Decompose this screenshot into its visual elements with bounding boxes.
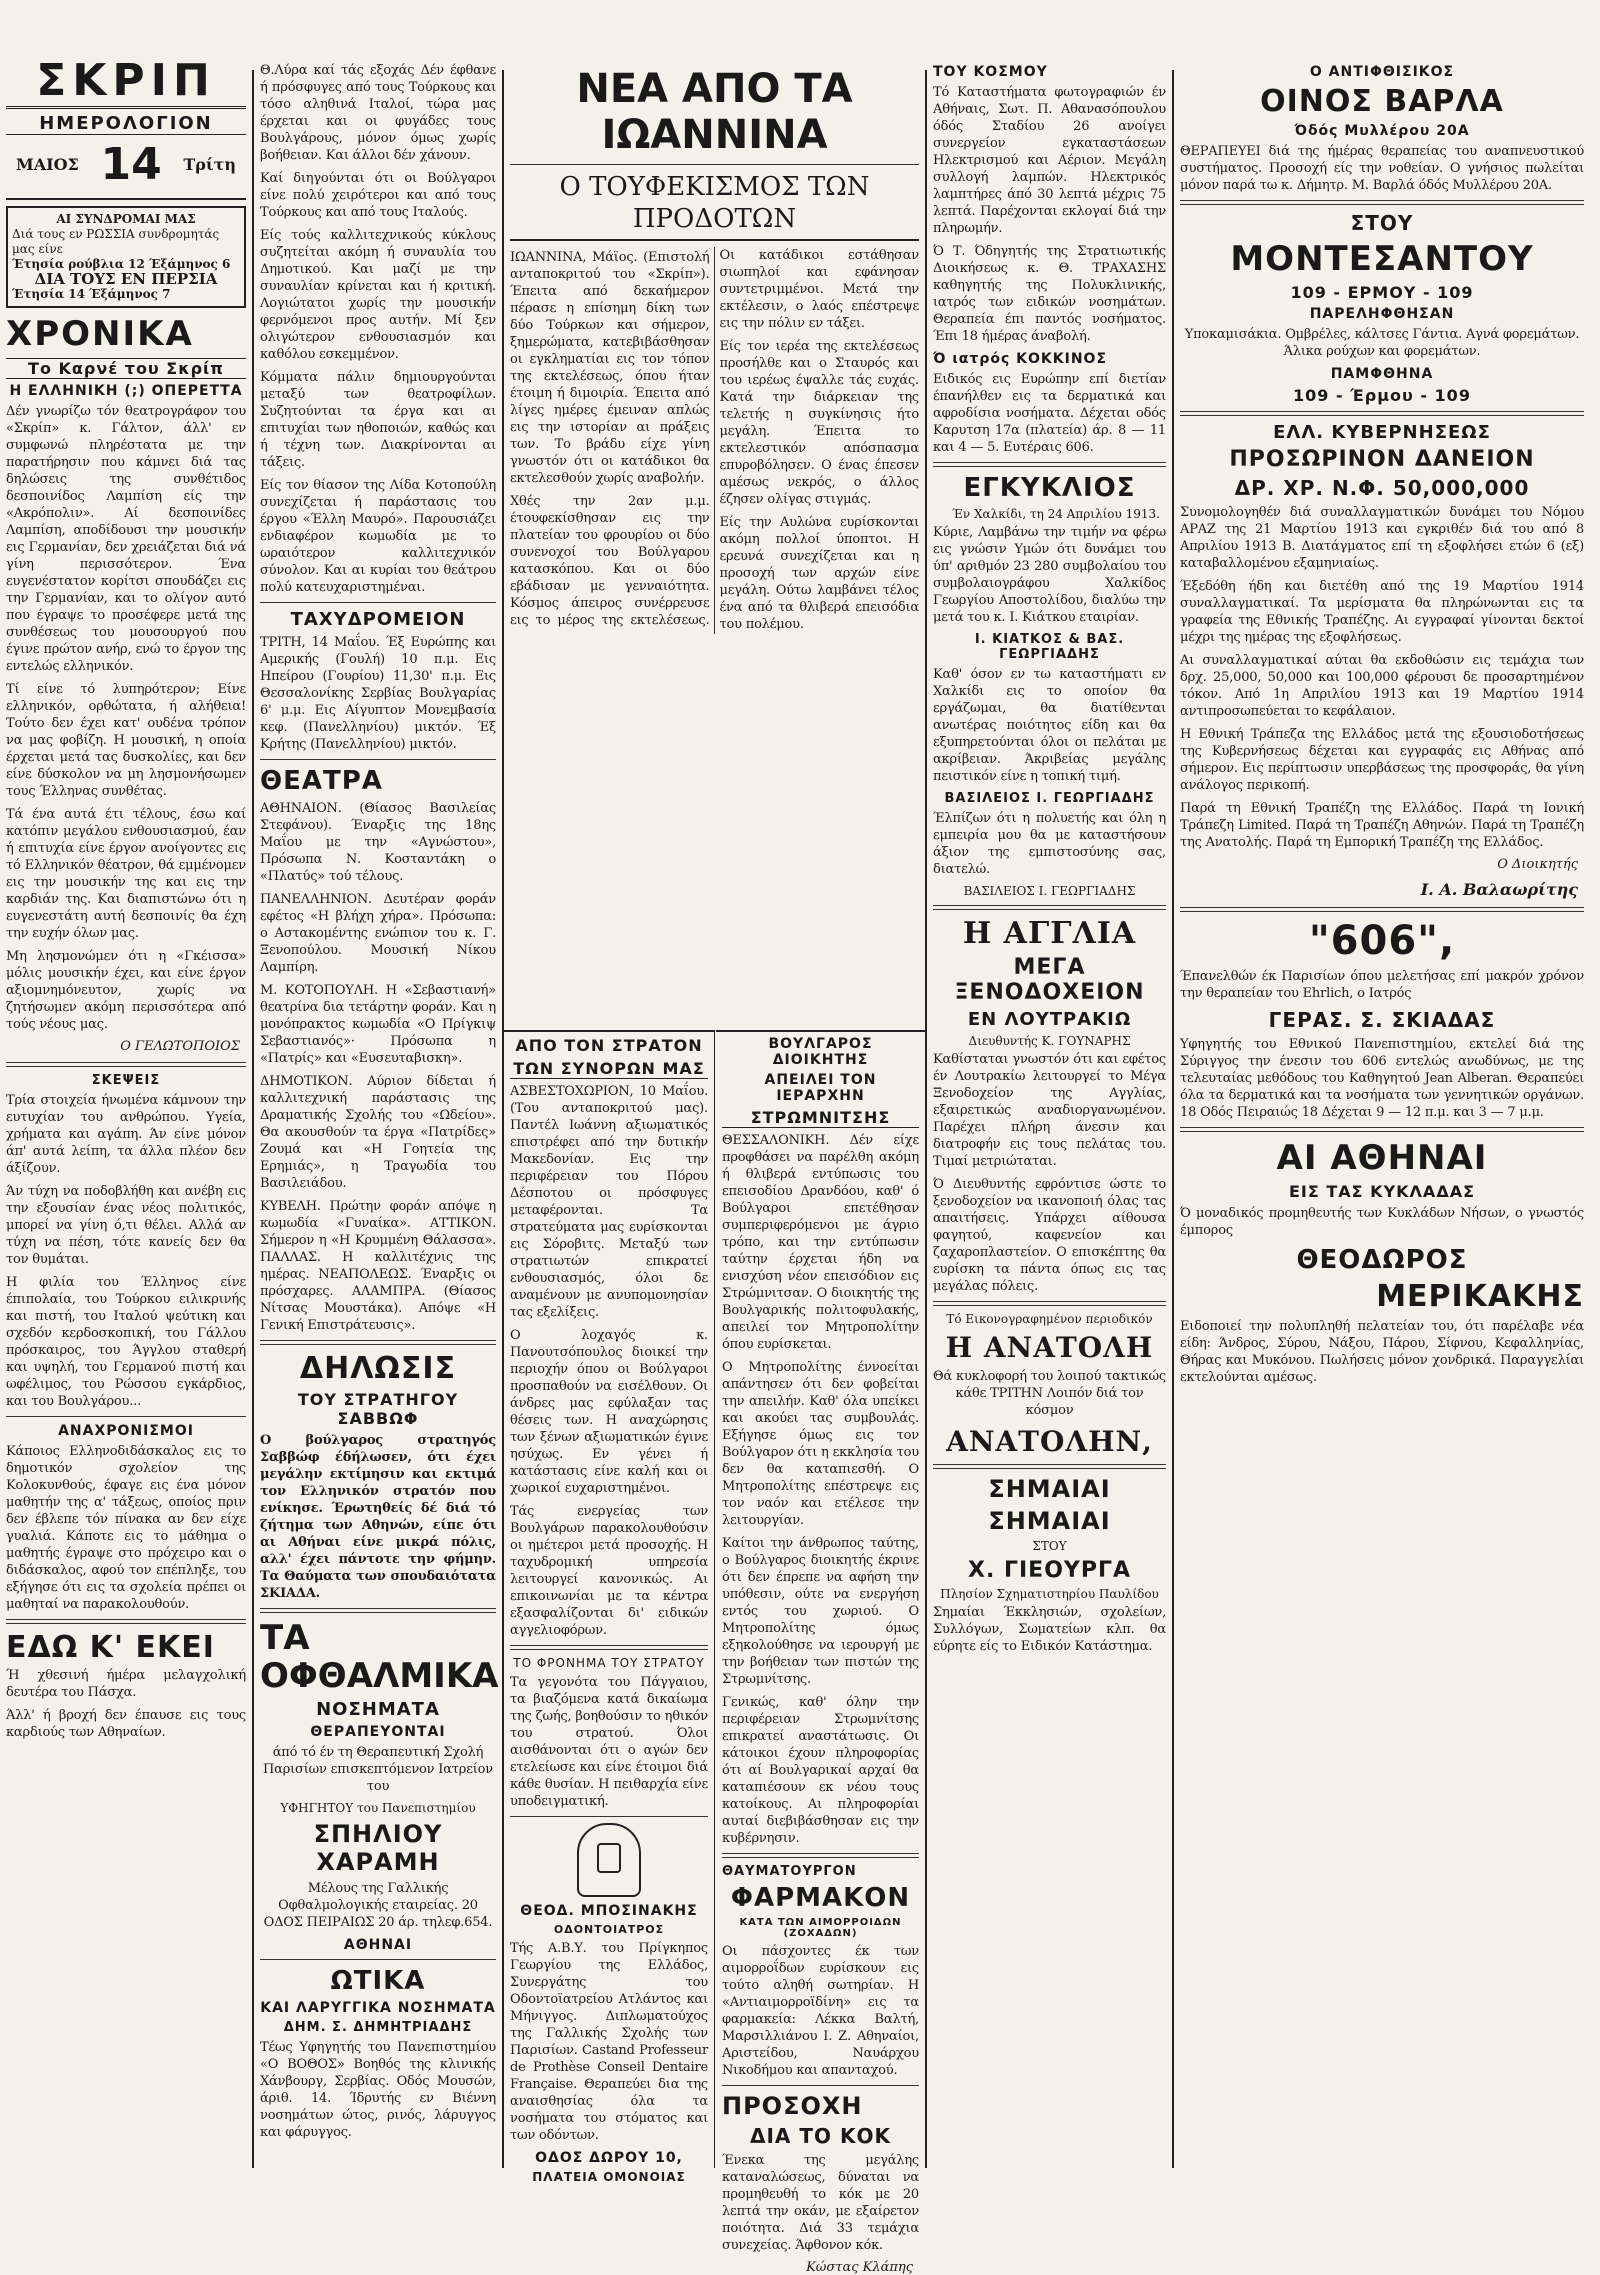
stou-label: ΣΤΟΥ — [1350, 211, 1414, 235]
daneion-text: Αι συναλλαγματικαί αύται θα εκδοθώσιν εις τεμάχια των δρχ. 25,000, 50,000 και 100,000 φέρουσι δε προσαρτημένον τόκον. Από 1η Απριλίου 1913 και 19 Μαρτίου 1914 αντιπροσωπεύεται το κεφάλαιον. — [1180, 653, 1584, 719]
voulgaros-text: Γενικώς, καθ' όλην την περιφέρειαν Στρωμνίτσης επικρατεί αναστάτωσις. Οι κάτοικοι έχουν πληροφορίας ότι αί Βουλγαρικαί αρχαί θα καταπιέσουν εκ νέου τους κατοίκους. Αι πληροφορίαι αυταί διεβιβάσθησαν εις την κυβέρνησιν. — [722, 1695, 919, 1846]
voulgaros-heading: ΣΤΡΩΜΝΙΤΣΗΣ — [722, 1108, 919, 1128]
theatra-text: ΔΗΜΟΤΙΚΟΝ. Αύριον δίδεται ή καλλιτεχνική παράστασις της Δραματικής Σχολής του «Ωδείου». Θα ακουσθούν τα έργα «Πατρίδες» Ζουμά και «Η Γοητεία της Ερημιάς», η Τραγωδία του Βασιλειάδου. — [260, 1074, 496, 1191]
divider — [722, 1853, 919, 1858]
divider — [1180, 907, 1584, 912]
anachronismoi-text: Κάποιος Ελληνοδιδάσκαλος εις το δημοτικόν σχολείον της Κολοκυνθούς, έφαγε εις ένα μόνον μαθητήν της α' τάξεως, οποίος πριν δεν έβλεπε τόν πίνακα αν δεν είχε γυαλιά. Κάποτε εις το μάθημα ο μαθητής έγραψε στο πρόχειρο και ο διδάσκαλος, αφού τον επέπληξε, του εξήγησε ότι εις τα σχολεία πρέπει οι μαθηταί να παρακολουθούν. — [6, 1444, 246, 1612]
anglia-text: Ό Διευθυντής εφρόντισε ώστε το ξενοδοχείον να ικανοποιή όλας τας απαιτήσεις. Υπάρχει αίθουσα φαγητού, καφενείον και ζαχαροπλαστείον. Ο επισκέπτης θα ευρίσκη τα πάντα όπως εις τας μεγάλας πόλεις. — [933, 1177, 1166, 1294]
fronima-heading: ΤΟ ΦΡΟΝΗΜΑ ΤΟΥ ΣΤΡΑΤΟΥ — [513, 1656, 705, 1670]
egkyklios-heading: ΕΓΚΥΚΛΙΟΣ — [963, 473, 1136, 503]
georgiadis-signature: ΒΑΣΙΛΕΙΟΣ Ι. ΓΕΩΡΓΙΑΔΗΣ — [963, 884, 1136, 898]
daneion-text: Η Εθνική Τράπεζα της Ελλάδος μετά της εξουσιοδοτήσεως της Κυβερνήσεως δέχεται και εγγραφάς εις Αθήνας από σήμερον. Εις περίπτωσιν υπερβάσεως της προσφοράς, θα γίνη ανάλογος περικοπή. — [1180, 727, 1584, 793]
dentist-address: ΟΔΟΣ ΔΩΡΟΥ 10, — [535, 2150, 683, 2166]
edo-kekei-text: Ή χθεσινή ήμέρα μελαγχολική δευτέρα του Πάσχα. — [6, 1668, 246, 1700]
skepseis-text: Άν τύχη να ποδοβλήθη και ανέβη εις την εξουσίαν ένας νέος πολιτικός, μπορεί να γίνη ό,τι θέλει. Αλλά αν τύχη να πέση, τότε κανείς δεν θα τον θυμάται. — [6, 1184, 246, 1267]
lead-article — [510, 247, 919, 634]
loan-amount: ΔΡ. ΧΡ. Ν.Φ. 50,000,000 — [1234, 476, 1530, 500]
prosochi-heading: ΠΡΟΣΟΧΗ — [722, 2092, 863, 2120]
kosmou-text: Ό Τ. Όδηγητής της Στρατιωτικής Διοικήσεως κ. Θ. ΤΡΑΧΑΣΗΣ καθηγητής της Πολυκλινικής, ιατρός των ειδικών νοσημάτων. Θεραπεία έπι παντός νοσήματος. Έπι 18 ήμέρας άναβολή. — [933, 244, 1166, 344]
anglia-text: Καθίσταται γνωστόν ότι και εφέτος έν Λουτρακίω λειτουργεί το Μέγα Ξενοδοχείον της Αγγλίας, εξαιρετικώς αναδιοργανωμένον. Παρέχει πλήρη άνεσιν και διατροφήν εις τους πελάτας του. Τιμαί μετριώταται. — [933, 1052, 1166, 1169]
divider — [6, 1619, 246, 1624]
stratos-article — [504, 1030, 714, 2184]
column-2 — [254, 60, 502, 2168]
top-text: Είς τούς καλλιτεχνικούς κύκλους συζητείται ακόμη ή συναυλία του Δημοτικού. Και μαζί με την συναυλίαν κρίνεται και ή κριτική. Λογιώτατοι χωρίς την μουσικήν φερνόμενοι προς αυτήν. Μί ξεν ολιγώτερον ενθουσιασμόν και καθόλου εσκεμμένον. — [260, 228, 496, 362]
xenodoxeion-heading: ΜΕΓΑ ΞΕΝΟΔΟΧΕΙΟΝ — [954, 955, 1145, 1005]
voulgaros-text: ΘΕΣΣΑΛΟΝΙΚΗ. Δέν είχε προφθάσει να παρέλθη ακόμη ή θλιβερά εντύπωσις του επεισοδίου Δρανδόου, καθ' ό Βούλγαροι επετέθησαν συμπεριφερόμενοι με άγριο τρόπο, και την εντύπωσιν ταύτην έρχεται ήδη να ενισχύση νέον επεισόδιον εις Στρώμνιτσαν. Ο διοικητής της Βουλγαρικής πολιτοφυλακής, απειλεί τον Μητροπολίτην όπου ευρίσκεται. — [722, 1133, 919, 1352]
tachydromeion-heading: ΤΑΧΥΔΡΟΜΕΙΟΝ — [290, 609, 466, 630]
montesantou-subheading: ΠΑΡΕΛΗΦΘΗΣΑΝ — [1309, 306, 1455, 322]
divider — [933, 1464, 1166, 1469]
kokkinos-heading: Ό ιατρός ΚΟΚΚΙΝΟΣ — [933, 351, 1108, 367]
skiadas-text: Υφηγητής του Εθνικού Πανεπιστημίου, εκτελεί διά της Σύριγγος την ένεσιν του 606 εντελώς ανωδύνως, με της τελευταίας μεθόδους του Καθηγητού Jean Alberan. Θεραπεύει όλα τα δερματικά και τα νοσήματα των γεννητικών οργάνων. 18 Οδός Πειραιώς 18 Δέχεται 9 — 12 π.μ. και 3 — 7 μ.μ. — [1180, 1037, 1584, 1120]
daneion-text: Συνομολογηθέν διά συναλλαγματικών δυνάμει του Νόμου ΑΡΑΖ της 21 Μαρτίου 1913 και εγκριθέν διά του από 8 Απριλίου 1913 Β. Διατάγματος επί τη εξοφλήσει ετών 6 (εξ) καταβαλλομένου εξαμηνιαίως. — [1180, 505, 1584, 571]
kok-text: Ένεκα της μεγάλης καταναλώσεως, δύναται να προμηθευθή το κόκ με 20 λεπτά την οκάν, με εξαίρετον ποιότητα. Διά 33 τεμάχια συνεχείας. Άφθονον κόκ. — [722, 2153, 919, 2253]
athinai-text: Ό μοναδικός προμηθευτής των Κυκλάδων Νήσων, ο γνωστός έμπορος — [1180, 1206, 1584, 1238]
divider — [260, 602, 496, 603]
kyvernisews-heading: ΕΛΛ. ΚΥΒΕΡΝΗΣΕΩΣ — [1273, 422, 1491, 443]
skepseis-heading: ΣΚΕΨΕΙΣ — [91, 1073, 161, 1088]
anglia-heading: Η ΑΓΓΛΙΑ — [962, 916, 1137, 951]
otika-heading: ΩΤΙΚΑ — [330, 1966, 426, 1996]
ofthalmika-text: άπό τό έν τη Θεραπευτική Σχολή Παρισίων επισκεπτόμενον Ιατρείον του — [263, 1745, 493, 1794]
athinai-heading: ΑΙ ΑΘΗΝΑΙ — [1276, 1138, 1488, 1178]
dentist-text: Τής Α.Β.Υ. του Πρίγκηπος Γεωργίου της Ελλάδος, Συνεργάτης του Οδοντοϊατρείου Ατλάντος και Μήνιγγος. Διπλωματούχος της Γαλλικής Σχολής των Παρισίων. Castand Professeur de Prothèse Conseil Dentaire Française. Θεραπεύει δια της αναισθησίας όλα τα νοσήματα του στόματος και των οδόντων. — [510, 1941, 708, 2143]
kiatkos-heading: Ι. ΚΙΑΤΚΟΣ & ΒΑΣ. ΓΕΩΡΓΙΑΔΗΣ — [974, 632, 1125, 662]
lead-text: Χθές την 2αν μ.μ. έτουφεκίσθησαν εις την πλατείαν του φρουρίου οι δύο συνενοχοί του Βούλγαρου κατασκόπου. Και οι δύο εβάδισαν με γενναιότητα. Κόσμος άπειρος συνέρρευσε εις το μέρος της εκτελέσεως. Οι κατάδικοι εστάθησαν σιωπηλοί και εφάνησαν συντετριμμένοι. Μετά την εκτέλεσιν, ο λαός επέστρεψε εις την πόλιν εν τάξει. — [510, 248, 919, 628]
divider — [933, 462, 1166, 467]
divider — [510, 164, 919, 165]
egkyklios-date: Έν Χαλκίδι, τη 24 Απριλίου 1913. — [952, 507, 1160, 521]
masthead — [6, 56, 246, 200]
divider — [1180, 1127, 1584, 1132]
main-subheadline: Ο ΤΟΥΦΕΚΙΣΜΟΣ ΤΩΝ ΠΡΟΔΟΤΩΝ — [510, 171, 919, 241]
oinos-address: Όδός Μυλλέρου 20Α — [1294, 123, 1470, 139]
kiatkos-text: Καθ' όσον εν τω καταστήματι εν Χαλκίδι εις το οποίον θα εργάζωμαι, θα διατίθενται ανωτέρας ποιότητος είδη και θα εξυπηρετούνται όλοι οι πελάται με ακρίβειαν. Άκριβείας μεγάλης πειστικόν είνε η τοπική τιμή. — [933, 667, 1166, 784]
theatra-text: ΠΑΝΕΛΛΗΝΙΟΝ. Δευτέραν φοράν εφέτος «Η βλήχη χήρα». Πρόσωπα: ο Αστακομέντης ενώπιον του κ. Γ. Ξενοπούλου. Μουσική Νίκου Λαμπίρη. — [260, 892, 496, 975]
dentist-title: ΟΔΟΝΤΟΙΑΤΡΟΣ — [553, 1923, 665, 1936]
otika-subheading: ΚΑΙ ΛΑΡΥΓΓΙΚΑ ΝΟΣΗΜΑΤΑ — [260, 2000, 496, 2016]
dilosis-text: Ο βούλγαρος στρατηγός Σαββώφ έδήλωσεν, ότι έχει μεγάλην εκτίμησιν και εκτιμά τον Ελληνικόν στρατόν που ενίκησε. Έρωτηθείς δέ διά τό ζήτημα των Αθηνών, είπε ότι αι Αθήναι είνε μικρά πόλις, αλλ' έχει πάντοτε την φήμην. Τα Θαύματα των σπουδαιότατα ΣΚΙΑΔΑ. — [260, 1433, 496, 1601]
operetta-text: Μη λησμονώμεν ότι η «Γκέισσα» μόλις μουσικήν έχει, και είνε έργον αξιομνημόνευτον, χωρίς να ζητήσωμεν ακόμη περισσότερα από τούς νέους μας. — [6, 949, 246, 1032]
montesantou-items: Υποκαμισάκια. Ομβρέλες, κάλτσες Γάντια. Αγνά φορεμάτων. Άλικα ρούχων και φορεμάτων. — [1184, 327, 1580, 359]
oinos-heading: ΟΙΝΟΣ ΒΑΡΛΑ — [1260, 84, 1504, 119]
main-headline: ΝΕΑ ΑΠΟ ΤΑ ΙΩΑΝΝΙΝΑ — [576, 66, 853, 158]
kok-heading: ΔΙΑ ΤΟ ΚΟΚ — [750, 2124, 891, 2148]
otika-doctor: ΔΗΜ. Σ. ΔΗΜΗΤΡΙΑΔΗΣ — [283, 2020, 473, 2035]
column-6 — [1174, 60, 1590, 2168]
lead-text: Είς τον ιερέα της εκτελέσεως προσήλθε και ο Σταυρός και του ιερέως έψαλλε τάς ευχάς. Κατά την διάρκειαν της τελετής η συγκίνησις ήτο μεγάλη. Έπειτα το εκτελεστικόν απόσπασμα επυροβόλησεν. Ο ένας έπεσεν αμέσως νεκρός, ο άλλος έζησεν ολίγας στιγμάς. — [719, 339, 919, 507]
subscription-line: Διά τους εν ΡΩΣΣΙΑ συνδρομητάς μας είνε — [12, 227, 220, 256]
therapeuontai-heading: ΘΕΡΑΠΕΥΟΝΤΑΙ — [310, 1724, 446, 1740]
theatra-text: ΑΘΗΝΑΙΟΝ. (Θίασος Βασιλείας Στεφάνου). Έναρξις της 18ης Μαΐου με την «Αγνώστου», Πρόσωπα Ν. Κοσταντάκη ο «Πλατύς» τού τέλους. — [260, 801, 496, 884]
lead-text: ΙΩΑΝΝΙΝΑ, Μάϊος. (Επιστολή ανταποκριτού του «Σκρίπ»). Έπειτα από δεκαήμερον πέρασε η επίσημη δίκη των δύο Τούρκων και σήμερον, ξημερώματα, κατεβιβάσθησαν οι εγκληματίαι εις τον τόπον της εκτελέσεως, όπου ήταν έτοιμη ή διμοιρία. Έπειτα από λίγες ημέρες έμειναν απλώς εις την ιστορίαν αι πράξεις των. Το βράδυ είχε γίνη γνωστόν ότι οι κατάδικοι θα εκτελεσθούν χωρίς αναβολήν. — [510, 250, 710, 486]
loutraki-heading: ΕΝ ΛΟΥΤΡΑΚΙΩ — [967, 1009, 1132, 1030]
date-weekday: Τρίτη — [183, 155, 236, 174]
voulgaros-heading: ΒΟΥΛΓΑΡΟΣ ΔΙΟΙΚΗΤΗΣ — [768, 1036, 873, 1068]
stratos-heading: ΑΠΟ ΤΟΝ ΣΤΡΑΤΟΝ — [515, 1036, 703, 1055]
anatoli-heading: Η ΑΝΑΤΟΛΗ — [945, 1331, 1154, 1364]
georgiadis-heading: ΒΑΣΙΛΕΙΟΣ Ι. ΓΕΩΡΓΙΑΔΗΣ — [944, 791, 1155, 806]
stou-label: ΣΤΟΥ — [1032, 1539, 1067, 1553]
montesantou-heading: ΜΟΝΤΕΣΑΝΤΟΥ — [1230, 239, 1534, 279]
date-month: ΜΑΙΟΣ — [16, 155, 79, 174]
georgiadis-text: Έλπίζων ότι η πολυετής και όλη η εμπειρία μου θα με καταστήσουν άξιον της εμπιστοσύνης σας, διατελώ. — [933, 811, 1166, 877]
merikakis-first: ΘΕΟΔΩΡΟΣ — [1296, 1245, 1468, 1275]
subscription-line: Έτησία ρούβλια 12 Έξάμηνος 6 — [12, 257, 231, 271]
egkyklios-text: Κύριε, Λαμβάνω την τιμήν να φέρω εις γνώσιν Υμών ότι δυνάμει του ύπ' αριθμόν 23 280 συμβολαίου του συμβολαιογράφου Χαλκίδος Γεωργίου Αποστολίδου, διαλύω την μετά του κ. Ι. Κιάτκου εταιρίαν. — [933, 525, 1166, 625]
divider — [933, 1301, 1166, 1306]
date-day: 14 — [100, 139, 162, 190]
divider — [1180, 200, 1584, 205]
operetta-text: Δέν γνωρίζω τόν θεατρογράφον του «Σκρίπ» κ. Γάλτον, άλλ' εν συμφωνώ πληρέστατα με την παρατήρησιν που κάμνει διά τας δηλώσεις της συνθέτιδος δεσποινίδος Λαμπίση είς την «Ακρόπολιν». Αί δεσποινίδες Λαμπίση, αποδίδουσι την μουσικήν εις Γερμανίαν, δεν χρειάζεται διά νά γίνη περισσότερον. Ένα ευγενέστατον κορίτσι σπουδάζει εις την Γερμανίαν, και το ολίγον αυτό που έγραψε το προσέφερε μετά της συνθέσεως του μουσουργού που έγινε πρώτον ανήρ, ενώ το έργον της εντελώς ελληνικόν. — [6, 404, 246, 674]
masthead-subtitle: ΗΜΕΡΟΛΟΓΙΟΝ — [6, 113, 246, 135]
ofthalmika-heading: ΤΑ ΟΦΘΑΛΜΙΚΑ — [260, 1618, 499, 1696]
top-text: Είς τον θίασον της Λίδα Κοτοπούλη συνεχίζεται ή παράστασις του έργου «Έλλη Μαυρό». Παρουσιάζει ενδιαφέρον κωμωδία με το ωραιότερον καλλιτεχνικόν σύνολον. Και αι κυρίαι του θεάτρου πολύ κατευχαριστημέναι. — [260, 478, 496, 595]
montesantou-address: 109 - ΕΡΜΟΥ - 109 — [1290, 283, 1474, 302]
voulgaros-text: Καίτοι την άνθρωπος ταύτης, ο Βούλγαρος διοικητής έκρινε ότι δεν έπρεπε να αφήση την υπόθεσιν, ούτε να ενεργήση εντός του χωριού. Ο Μητροπολίτης όμως εξηκολούθησε να ιερουργή με την βοήθειαν των πιστών της Στρωμνίτσης. — [722, 1536, 919, 1687]
montesantou-pamfina: ΠΑΜΦΘΗΝΑ — [1330, 366, 1434, 382]
column-rule — [714, 1030, 715, 2168]
anachronismoi-heading: ΑΝΑΧΡΟΝΙΣΜΟΙ — [58, 1423, 194, 1439]
operetta-signature: Ο ΓΕΛΩΤΟΠΟΙΟΣ — [120, 1039, 240, 1054]
dilosis-heading: ΔΗΛΩΣΙΣ — [299, 1351, 457, 1386]
farmakon-heading: ΦΑΡΜΑΚΟΝ — [730, 1883, 911, 1913]
operetta-heading: Η ΕΛΛΗΝΙΚΗ (;) ΟΠΕΡΕΤΤΑ — [9, 383, 243, 399]
divider — [1180, 411, 1584, 416]
column-1 — [0, 56, 252, 2168]
doctor-title: ΥΦΗΓΗΤΟΥ του Πανεπιστημίου — [280, 1801, 476, 1815]
divider — [6, 1416, 246, 1417]
kosmou-text: Τό Καταστήματα φωτογραφιών έν Αθήναις, Σωτ. Π. Αθανασόπουλου όδός Σταδίου 26 ανοίγει συνεργείον εγκαταστάσεων Ηλεκτρισμού και Αέριον. Μεγάλη συλλογή λαμπών. Ηλεκτρικός λαμπτήρες άπό 30 λεπτά μέχρις 75 λεπτά. Παρέχονται εκλογαί διά την πληρωμήν. — [933, 85, 1166, 236]
lead-text: Είς την Αυλώνα ευρίσκονται ακόμη πολλοί ύποπτοι. Η ερευνά συνεχίζεται και η προσοχή των αρχών είνε μεγάλη. Ούτω λαμβάνει τέλος ένα από τα θλιβερά επεισόδια του πολέμου. — [719, 515, 919, 632]
subscription-box — [6, 206, 246, 308]
column-5 — [927, 60, 1172, 2168]
giourga-text: Σημαίαι Έκκλησιών, σχολείων, Συλλόγων, Σωματείων κλπ. θα εύρητε είς το Ειδικόν Κατάστημα. — [933, 1605, 1166, 1654]
stratos-text: Ο λοχαγός κ. Πανουτσόπουλος διοικεί την περιοχήν όπου οι Βούλγαροι προσπαθούν να εισέλθουν. Οι άνδρες μας εφύλαξαν τας θέσεις των. Η αναχώρησις των ξένων αξιωματικών έγινε ησύχως. Εν γένει ή κατάστασις είνε καλή και οι χωρικοί ευχαριστημένοι. — [510, 1328, 708, 1496]
athinai-label: ΑΘΗΝΑΙ — [343, 1937, 413, 1953]
skepseis-text: Τρία στοιχεία ήνωμένα κάμνουν την ευτυχίαν του ανθρώπου. Υγεία, χρήματα και αγάπη. Άν είνε μόνον άπ' αυτά λείπη, τα άλλα πλέον δεν άξίζουν. — [6, 1093, 246, 1176]
divider — [6, 1062, 246, 1067]
simaiai-heading-2: ΣΗΜΑΙΑΙ — [988, 1507, 1111, 1535]
prosorinon-heading: ΠΡΟΣΩΡΙΝΟΝ ΔΑΝΕΙΟΝ — [1229, 447, 1535, 472]
giourga-name: Χ. ΓΙΕΟΥΡΓΑ — [967, 1558, 1131, 1583]
n606-text: Έπανελθών έκ Παρισίων όπου μελετήσας επί μακρόν χρόνον την θεραπείαν του Ehrlich, ο Ιατρός — [1180, 969, 1584, 1001]
royal-crest-icon — [577, 1823, 641, 1897]
giourga-subtitle: Πλησίον Σχηματιστηρίου Παυλίδου — [940, 1587, 1159, 1601]
divider — [722, 2085, 919, 2086]
anatoli-text: Τό Εικονογραφημένον περιοδικόν — [946, 1312, 1153, 1326]
edo-kekei-text: Άλλ' ή βροχή δεν έπαυσε εις τους καρδιούς των Αθηναίων. — [6, 1708, 246, 1740]
divider — [510, 1816, 708, 1817]
merikakis-text: Ειδοποιεί την πολυπληθή πελατείαν του, ότι παρέλαβε νέα είδη: Άνδρος, Σύρου, Νάξου, Πάρου, Σίφνου, Κεφαλληνίας, Θήρας και Μυκόνου. Πωλήσεις μόνον χονδρικά. Παραγγελίαι εκτελούνται αμέσως. — [1180, 1319, 1584, 1385]
fronima-text: Τα γεγονότα του Πάγγαιου, τα βιαζόμενα κατά δικαίωμα της ζωής, βοηθούσιν το ηθικόν του στρατού. Όλοι αισθάνονται ότι ο αγών δεν ετελείωσε και είνε έτοιμοι διά κάθε θυσίαν. Η πειθαρχία είνε υποδειγματική. — [510, 1675, 708, 1809]
divider — [260, 1340, 496, 1345]
theatra-text: Μ. ΚΟΤΟΠΟΥΛΗ. Η «Σεβαστιανή» θεατρίνα δια τετάρτην φοράν. Και η μονόπρακτος κωμωδία «Ο Πρίγκιψ Σεβαστιανός»· Πρόσωπα η «Πατρίς» και «Ευσευταβισκη». — [260, 983, 496, 1066]
divider — [260, 1608, 496, 1613]
chronika-heading: ΧΡΟΝΙΚΑ — [6, 314, 194, 354]
subscription-line: Έτησία 14 Έξάμηνος 7 — [12, 287, 171, 301]
theatra-heading: ΘΕΑΤΡΑ — [260, 766, 383, 796]
doctor-name: ΣΠΗΛΙΟΥ ΧΑΡΑΜΗ — [313, 1820, 443, 1876]
farmakon-subheading: ΚΑΤΑ ΤΩΝ ΑΙΜΟΡΡΟΙΔΩΝ (ΖΟΧΑΔΩΝ) — [739, 1917, 902, 1939]
edo-kekei-heading: ΕΔΩ Κ' ΕΚΕΙ — [6, 1630, 215, 1665]
skepseis-text: Η φιλία του Έλληνος είνε έπιπολαία, του Τούρκου ειλικρινής και πιστή, του Ιταλού ψεύτικη και σχεδόν κερδοσκοπική, του Γάλλου πρόσκαιρος, του Άγγλου σταθερή και υψηλή, του Γερμανού πιστή και ωφέλιμος, του Ρώσσου εγκάρδιος, και του Βουλγάρου... — [6, 1275, 246, 1409]
tachydromeion-text: ΤΡΙΤΗ, 14 Μαΐου. Έξ Ευρώπης και Αμερικής (Γουλή) 10 π.μ. Εις Ηπείρου (Γουρίου) 11,30' π.μ. Εις Θεσσαλονίκης Σερβίας Βουλγαρίας 6' μ.μ. Εις Αίγυπτον Μονεμβασία κεφ. (Πανελληνίου) μικτόν. Έξ Κρήτης (Πανελληνίου) μικτόν. — [260, 635, 496, 752]
stratos-heading: ΤΩΝ ΣΥΝΟΡΩΝ ΜΑΣ — [510, 1059, 708, 1079]
divider — [260, 759, 496, 760]
kokkinos-text: Ειδικός εις Ευρώπην επί διετίαν έπανήλθεν εις τα δερματικά και αφροδίσια νοσήματα. Δέχεται οδός Καρυτση 17α (πλατεία) άρ. 8 — 11 και 4 — 5. Ευτέραις 606. — [933, 372, 1166, 455]
masthead-title: ΣΚΡΙΠ — [6, 56, 246, 109]
voulgaros-article — [716, 1030, 925, 2275]
stratos-text: ΑΣΒΕΣΤΟΧΩΡΙΟΝ, 10 Μαΐου. (Του ανταποκριτού μας). Παντέλ Ιωάννη αξιωματικός επιστρέφει από την δυτικήν Μακεδονίαν. Εις την περιφέρειαν του Πόρου Δέσποτου οι πρόσφυγες μεταφέρονται. Τα στρατεύματα μας ευρίσκονται εις Σόροβιτς. Μεταξύ των στρατιωτών επικρατεί ενθουσιασμός, όλοι δε αναμένουν με ανυπομονησίαν τας εξελίξεις. — [510, 1084, 708, 1320]
dilosis-subheading: ΤΟΥ ΣΤΡΑΤΗΓΟΥ ΣΑΒΒΩΦ — [297, 1390, 459, 1428]
oinos-top: Ο ΑΝΤΙΦΘΙΣΙΚΟΣ — [1309, 64, 1455, 80]
dentist-address: ΠΛΑΤΕΙΑ ΟΜΟΝΟΙΑΣ — [532, 2170, 686, 2184]
simaiai-heading: ΣΗΜΑΙΑΙ — [988, 1475, 1111, 1503]
n606-heading: "606", — [1308, 918, 1456, 964]
stratos-text: Τάς ενεργείας των Βουλγάρων παρακολουθούσιν οι ημέτεροι μετά προσοχής. Η ταχυδρομική υπηρεσία λειτουργεί κανονικώς. Αι επικοινωνίαι με τα κέντρα εξασφαλίζονται δι' ειδικών αγγελιοφόρων. — [510, 1504, 708, 1638]
divider — [510, 1645, 708, 1650]
thavmatourgon-heading: ΘΑΥΜΑΤΟΥΡΓΟΝ — [722, 1864, 857, 1879]
oinos-text: ΘΕΡΑΠΕΥΕΙ διά της ήμέρας θεραπείας του αναπνευστικού συστήματος. Προσοχή είς την νοθείαν. Ο γνήσιος πωλείται μόνον παρά τω κ. Δήμητρ. Μ. Βαρλά όδός Μυλλέρου 20Α. — [1180, 144, 1584, 193]
valaoritis-signature: Ι. Α. Βαλαωρίτης — [1420, 880, 1578, 899]
merikakis-last: ΜΕΡΙΚΑΚΗΣ — [1376, 1279, 1584, 1314]
kok-signature: Κώστας Κλάπης — [806, 2260, 913, 2275]
farmakon-text: Οι πάσχοντες έκ των αιμορροΐδων ευρίσκουν εις τούτο αληθή σωτηρίαν. Η «Αντιαιμορροϊδίνη» εις τα φαρμακεία: Λέκκα Βαλτή, Μαρσιλλιάνου Ι. Ζ. Αθηναίοι, Αριστείδου, Ναυάρχου Νικοδήμου και απανταχού. — [722, 1944, 919, 2078]
top-text: Θ.Λύρα καί τάς εξοχάς Δέν έφθανε ή πρόσφυγες από τους Τούρκους και τόσο αληθινά Ιταλοί, τώρα μας έρχεται και οι φυγάδες τους Βουλγάρους, μόνον όμως χωρίς βοήθειαν. Και άλλοι δέν χάνουν. — [260, 63, 496, 163]
operetta-text: Τί είνε τό λυπηρότερον; Είνε ελληνικόν, ορθώτατα, ή αλήθεια! Τούτο δεν έχει κατ' ουδένα τρόπον να μας φοβίζη. Η μουσική, η οποία έρχεται μετά τας δυσκολίες, και δεν είνε δύσκολον να μη λησμονήσωμεν τους Έλληνας συνθέτας. — [6, 682, 246, 799]
theatra-text: ΚΥΒΕΛΗ. Πρώτην φοράν απόψε η κωμωδία «Γυναίκα». ΑΤΤΙΚΟΝ. Σήμερον η «Η Κρυμμένη Θάλασσα». ΠΑΛΛΑΣ. Η καλλιτέχνις της ημέρας. ΝΕΑΠΟΛΕΩΣ. Έναρξις οι πρόσχαρες. ΑΛΑΜΠΡΑ. (Θίασος Νίτσας Μουστάκα). Απόψε «Η Γενική Επιστράτευσις». — [260, 1199, 496, 1333]
daneion-text: Παρά τη Εθνική Τραπέζη της Ελλάδος. Παρά τη Ιονική Τράπεζη Limited. Παρά τη Τραπέζη Αθηνών. Παρά τη Τραπέζη της Ανατολής. Παρά τη Εμπορική Τραπέζη της Ελλάδος. — [1180, 801, 1584, 850]
karne-heading: Το Καρνέ του Σκρίπ — [6, 358, 246, 379]
kosmou-heading: ΤΟΥ ΚΟΣΜΟΥ — [933, 64, 1048, 80]
daneion-text: Έξεδόθη ήδη και διετέθη από της 19 Μαρτίου 1914 συναλλαγματικαί. Τα μερίσματα θα πληρώνωνται εις τα γραφεία της Εθνικής Τραπέζης. Αι εγγραφαί γίνονται δεκτοί μέχρι της ημέρας της εξοφλήσεως. — [1180, 579, 1584, 645]
otika-text: Τέως Υφηγητής του Πανεπιστημίου «Ο ΒΟΘΟΣ» Βοηθός της κλινικής Χάνβουργ, Σερβίας. Οδός Μουσών, άριθ. 14. Ίδρυτής εν Βιέννη νοσημάτων ώτος, ρινός, λάρυγγος και φάρυγγος. — [260, 2040, 496, 2140]
skiadas-name: ΓΕΡΑΣ. Σ. ΣΚΙΑΔΑΣ — [1268, 1008, 1496, 1032]
kyklades-heading: ΕΙΣ ΤΑΣ ΚΥΚΛΑΔΑΣ — [1288, 1182, 1476, 1201]
montesantou-address-2: 109 - Έρμου - 109 — [1293, 386, 1471, 405]
gounaris-label: Διευθυντής Κ. ΓΟΥΝΑΡΗΣ — [968, 1034, 1131, 1048]
divider — [933, 905, 1166, 910]
top-text: Κόμματα πάλιν δημιουργούνται μεταξύ των θεατροφίλων. Συζητούνται τα έργα και αι επιτυχίαι των ηθοποιών, καθώς και ή τέχνη των. Διακρίνονται αι τάξεις. — [260, 370, 496, 470]
voulgaros-text: Ο Μητροπολίτης έννοείται απάντησεν ότι δεν φοβείται την απειλήν. Καθ' όλα υπείκει και ακούει τας συμβουλάς. Εξήγησε όμως εις τον Βούλγαρον ότι η εκκλησία του δεν θα καταπιεσθή. Ο Μητροπολίτης επέστρεψε εις τον ναόν και ετέλεσε την λειτουργίαν. — [722, 1360, 919, 1528]
top-text: Καί διηγούνται ότι οι Βούλγαροι είνε πολύ χειρότεροι και από τους Τούρκους και από τους Ιταλούς. — [260, 171, 496, 220]
date-line — [6, 135, 246, 194]
subscription-line: ΔΙΑ ΤΟΥΣ ΕΝ ΠΕΡΣΙΑ — [34, 270, 218, 288]
doctor-text: Μέλους της Γαλλικής Οφθαλμολογικής εταιρείας. 20 ΟΔΟΣ ΠΕΙΡΑΙΩΣ 20 άρ. τηλεφ.654. — [263, 1881, 493, 1930]
nosimata-heading: ΝΟΣΗΜΑΤΑ — [316, 1699, 440, 1720]
valaoritis-pre: Ο Διοικητής — [1497, 857, 1578, 872]
divider — [260, 1959, 496, 1960]
operetta-text: Τά ένα αυτά έτι τέλους, έσω καί κατόπιν μεγάλου ενθουσιασμού, έαν ή επιτυχία είνε έργον ανοίγοντες εις τό Ελληνικόν θέατρον, θά εμμένομεν εις την μουσικήν της και εις την καρδιάν της. Και διαπιστώνω ότι η ευγενεστάτη αυτή δεσποινίς θα έχη την ευχήν όλων μας. — [6, 807, 246, 941]
subscription-title: ΑΙ ΣΥΝΔΡΟΜΑΙ ΜΑΣ — [56, 212, 196, 226]
voulgaros-heading: ΑΠΕΙΛΕΙ ΤΟΝ ΙΕΡΑΡΧΗΝ — [764, 1072, 877, 1104]
anatoli-heading-2: ΑΝΑΤΟΛΗΝ, — [946, 1425, 1153, 1458]
anatoli-text: Θά κυκλοφορή του λοιπού τακτικώς κάθε ΤΡΙΤΗΝ Λοιπόν διά τον κόσμον — [933, 1369, 1166, 1418]
dentist-name: ΘΕΟΔ. ΜΠΟΣΙΝΑΚΗΣ — [520, 1903, 698, 1919]
